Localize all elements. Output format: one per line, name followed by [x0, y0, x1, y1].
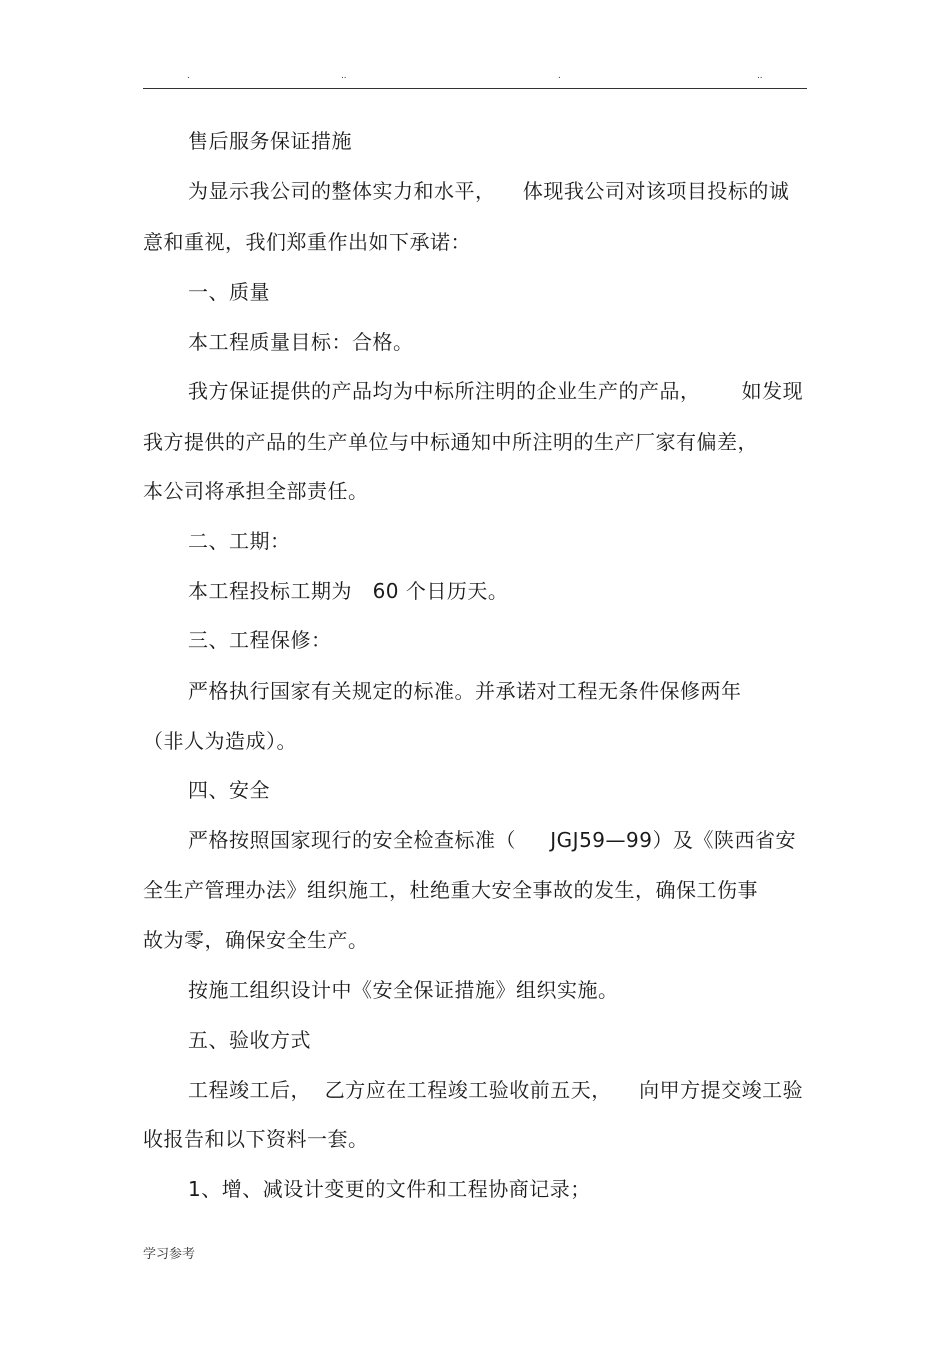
paragraph-line: 本工程质量目标：合格。	[188, 330, 414, 354]
paragraph-line: （非人为造成）。	[143, 729, 297, 753]
heading-warranty: 三、工程保修：	[188, 628, 332, 652]
paragraph-line: 本工程投标工期为 60 个日历天。	[188, 579, 509, 603]
paragraph-line: 故为零，确保安全生产。	[143, 928, 369, 952]
paragraph-line: 全生产管理办法》组织施工，杜绝重大安全事故的发生，确保工伤事	[143, 878, 758, 902]
header-mark: .	[187, 70, 190, 81]
list-item: 1、增、减设计变更的文件和工程协商记录；	[188, 1177, 591, 1201]
paragraph-line: 本公司将承担全部责任。	[143, 479, 369, 503]
paragraph-line: 收报告和以下资料一套。	[143, 1127, 369, 1151]
page-header-rule	[143, 70, 807, 89]
heading-schedule: 二、工期：	[188, 529, 291, 553]
paragraph-line: 严格按照国家现行的安全检查标准（ JGJ59—99）及《陕西省安	[188, 828, 796, 852]
paragraph-line: 工程竣工后， 乙方应在工程竣工验收前五天， 向甲方提交竣工验	[188, 1078, 804, 1102]
section-title: 售后服务保证措施	[188, 129, 352, 153]
paragraph-line: 我方保证提供的产品均为中标所注明的企业生产的产品， 如发现	[188, 379, 804, 403]
header-mark: .	[558, 70, 561, 81]
header-mark: ..	[757, 70, 763, 81]
heading-safety: 四、安全	[188, 778, 270, 802]
page-footer: 学习参考	[143, 1247, 196, 1262]
paragraph-line: 为显示我公司的整体实力和水平， 体现我公司对该项目投标的诚	[188, 179, 790, 203]
heading-acceptance: 五、验收方式	[188, 1028, 311, 1052]
paragraph-line: 意和重视，我们郑重作出如下承诺：	[143, 230, 471, 254]
paragraph-line: 严格执行国家有关规定的标准。并承诺对工程无条件保修两年	[188, 679, 742, 703]
heading-quality: 一、质量	[188, 280, 270, 304]
header-mark: ..	[341, 70, 347, 81]
paragraph-line: 按施工组织设计中《安全保证措施》组织实施。	[188, 978, 619, 1002]
paragraph-line: 我方提供的产品的生产单位与中标通知中所注明的生产厂家有偏差，	[143, 430, 758, 454]
